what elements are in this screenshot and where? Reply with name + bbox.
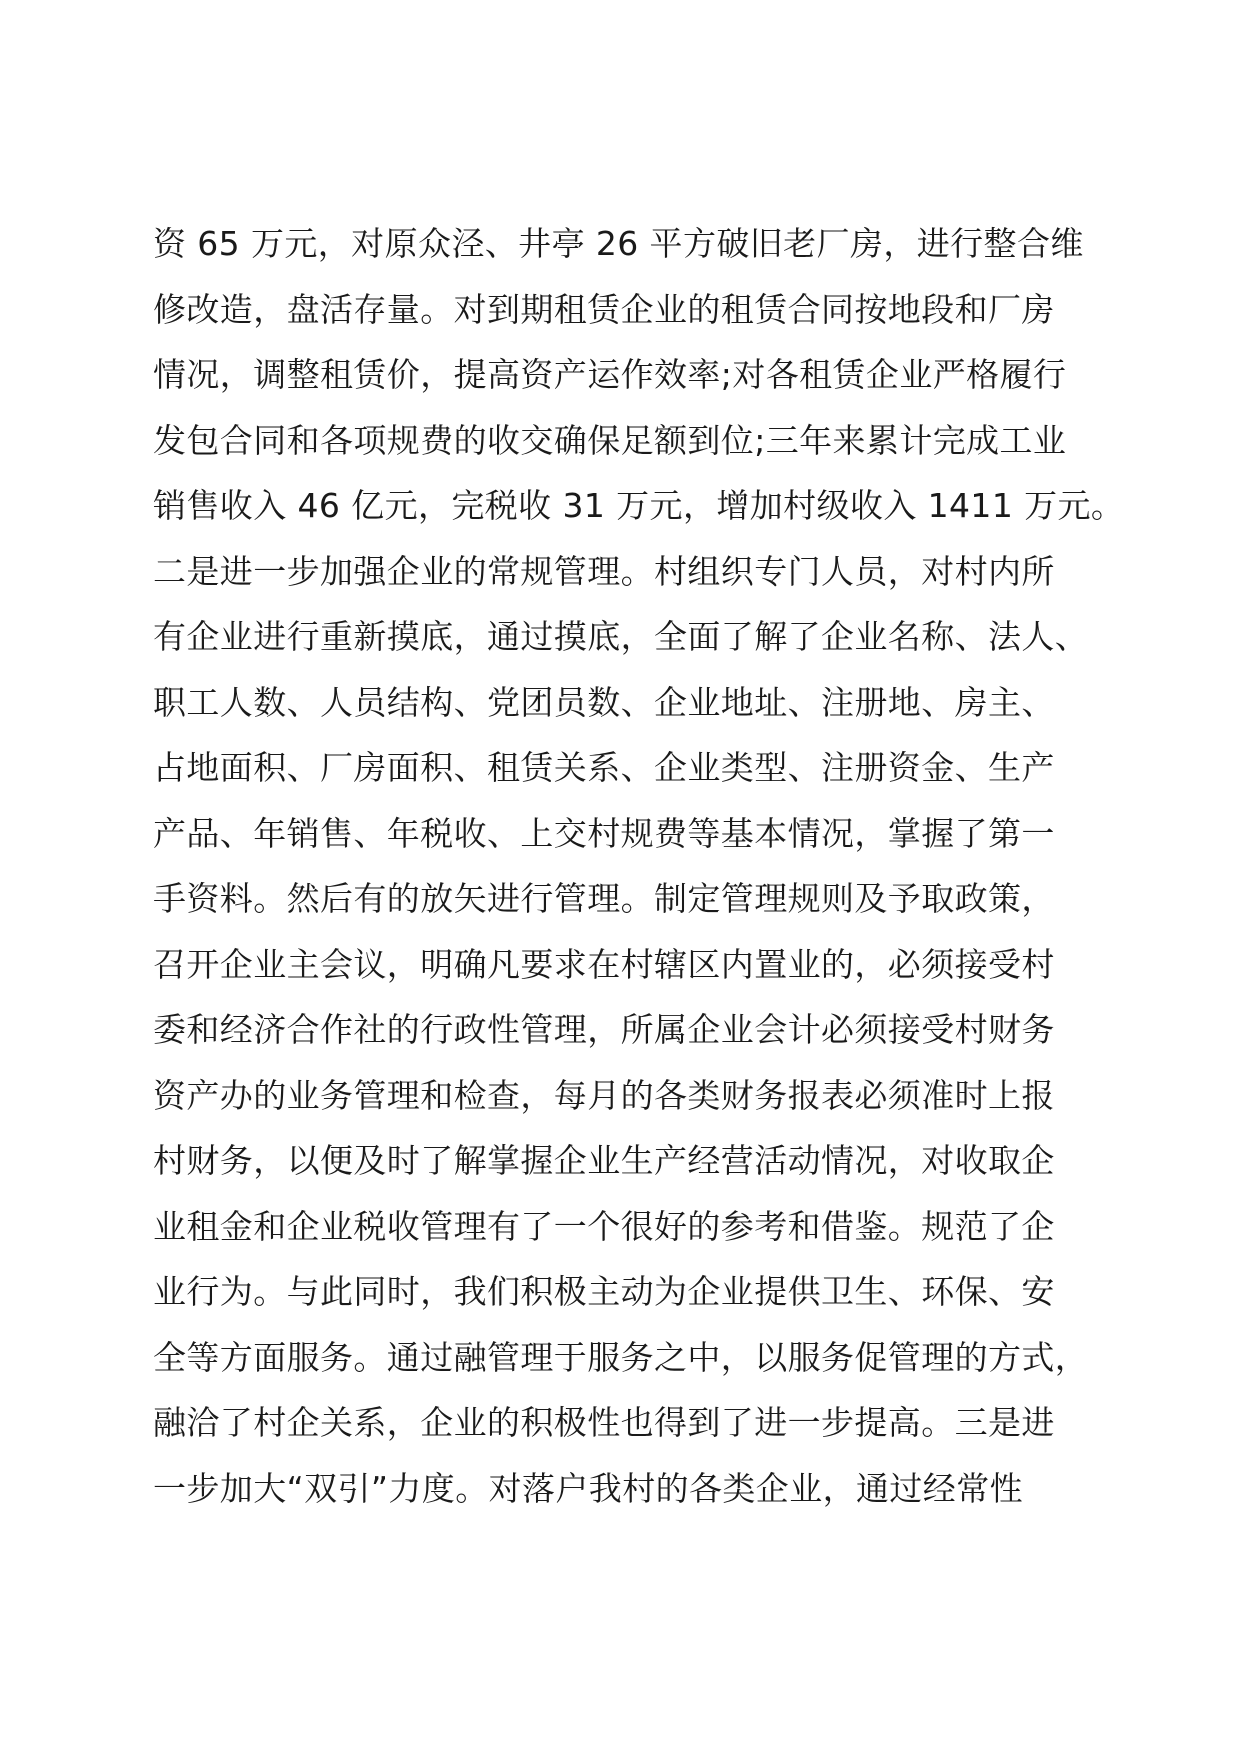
text-line: 融洽了村企关系，企业的积极性也得到了进一步提高。三是进 bbox=[153, 1403, 1055, 1442]
text-line: 二是进一步加强企业的常规管理。村组织专门人员，对村内所 bbox=[153, 551, 1055, 591]
text-line: 有企业进行重新摸底，通过摸底，全面了解了企业名称、法人、 bbox=[153, 617, 1089, 656]
text-line: 发包合同和各项规费的收交确保足额到位;三年来累计完成工业 bbox=[153, 420, 1067, 460]
text-line: 资产办的业务管理和检查，每月的各类财务报表必须准时上报 bbox=[153, 1075, 1055, 1115]
body-paragraph bbox=[153, 211, 1125, 1521]
text-line: 召开企业主会议，明确凡要求在村辖区内置业的，必须接受村 bbox=[153, 944, 1055, 984]
text-line: 全等方面服务。通过融管理于服务之中，以服务促管理的方式， bbox=[153, 1337, 1089, 1377]
text-line: 资 65 万元，对原众泾、井亭 26 平方破旧老厂房，进行整合维 bbox=[153, 224, 1084, 263]
text-line: 修改造，盘活存量。对到期租赁企业的租赁合同按地段和厂房 bbox=[153, 289, 1055, 329]
text-line: 业行为。与此同时，我们积极主动为企业提供卫生、环保、安 bbox=[153, 1272, 1055, 1311]
text-line: 产品、年销售、年税收、上交村规费等基本情况，掌握了第一 bbox=[153, 813, 1055, 853]
text-line: 职工人数、人员结构、党团员数、企业地址、注册地、房主、 bbox=[153, 682, 1055, 722]
text-line: 村财务，以便及时了解掌握企业生产经营活动情况，对收取企 bbox=[153, 1141, 1055, 1180]
text-line: 情况，调整租赁价，提高资产运作效率;对各租赁企业严格履行 bbox=[153, 355, 1067, 394]
text-line: 手资料。然后有的放矢进行管理。制定管理规则及予取政策， bbox=[153, 879, 1055, 918]
text-line: 占地面积、厂房面积、租赁关系、企业类型、注册资金、生产 bbox=[153, 748, 1055, 787]
text-line: 委和经济合作社的行政性管理，所属企业会计必须接受村财务 bbox=[153, 1010, 1055, 1049]
text-line: 一步加大“双引”力度。对落户我村的各类企业，通过经常性 bbox=[153, 1468, 1023, 1508]
text-line: 业租金和企业税收管理有了一个很好的参考和借鉴。规范了企 bbox=[153, 1206, 1055, 1246]
text-line: 销售收入 46 亿元，完税收 31 万元，增加村级收入 1411 万元。 bbox=[153, 486, 1125, 525]
